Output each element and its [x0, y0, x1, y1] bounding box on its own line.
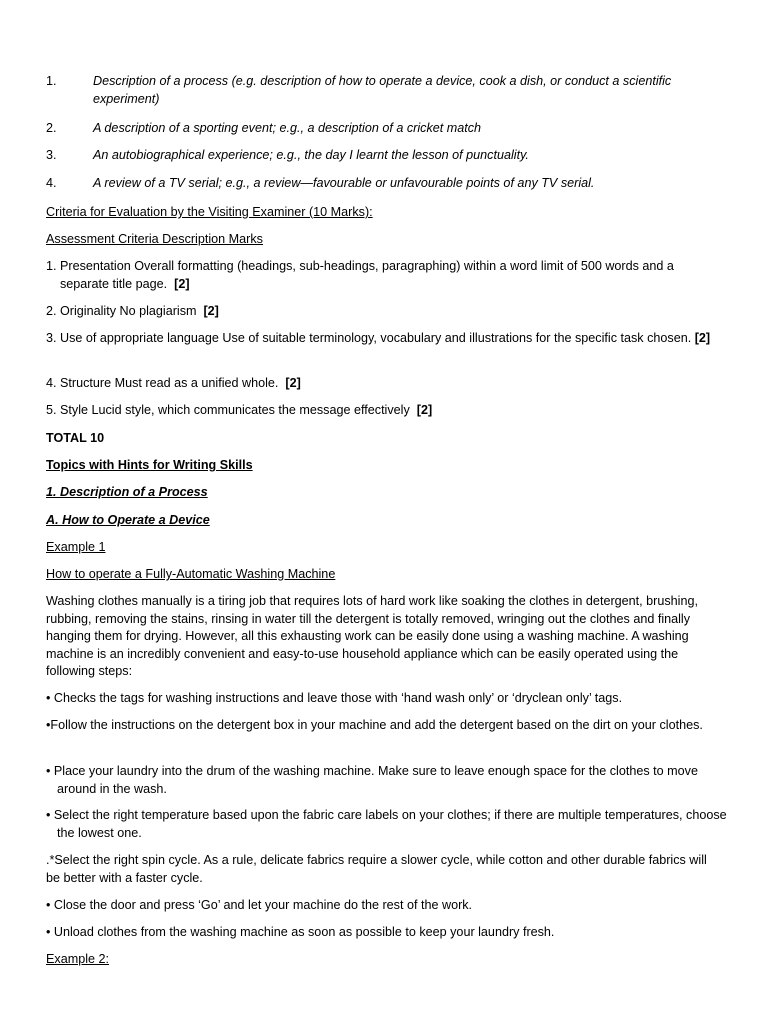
list-text: An autobiographical experience; e.g., the day I learnt the lesson of punctuality.	[93, 148, 529, 162]
step-item: • Close the door and press ‘Go’ and let your machine do the rest of the work.	[46, 898, 473, 912]
criteria-text: 3. Use of appropriate language Use of suitable terminology, vocabulary and illustrations for the specific task chosen.	[46, 331, 692, 345]
list-number: 2.	[46, 121, 57, 135]
criteria-item	[46, 258, 720, 293]
list-text: A description of a sporting event; e.g., a description of a cricket match	[93, 121, 482, 135]
criteria-item	[46, 303, 726, 321]
criteria-item	[46, 330, 722, 348]
list-item	[46, 120, 726, 138]
criteria-text: 4. Structure Must read as a unified whole.	[46, 376, 279, 390]
assessment-heading: Assessment Criteria Description Marks	[46, 232, 263, 246]
list-text: Description of a process (e.g. description of how to operate a device, cook a dish, or conduct a scientific experiment)	[93, 74, 672, 106]
criteria-mark: [2]	[203, 304, 219, 318]
example-heading: Example 1	[46, 540, 106, 554]
total-line: TOTAL 10	[46, 431, 105, 445]
example-heading: Example 2:	[46, 952, 109, 966]
criteria-text: 2. Originality No plagiarism	[46, 304, 197, 318]
subsection-heading: A. How to Operate a Device	[46, 513, 210, 527]
criteria-item	[46, 402, 726, 420]
criteria-mark: [2]	[694, 331, 711, 345]
list-number: 4.	[46, 176, 57, 190]
list-item	[46, 73, 726, 109]
intro-paragraph: Washing clothes manually is a tiring job that requires lots of hard work like soaking the clothes in detergent, brushing, rubbing, removing the stains, rinsing in water till the detergent is totally removed, wringing out the clothes and finally hanging them for drying. However, all this exhausting work can be easily done using a washing machine. A washing machine is an incredibly convenient and easy-to-use household appliance which can be easily operated using the following steps:	[46, 594, 698, 678]
criteria-heading: Criteria for Evaluation by the Visiting Examiner (10 Marks):	[46, 205, 373, 219]
criteria-item	[46, 375, 726, 393]
list-number: 3.	[46, 148, 57, 162]
example-title: How to operate a Fully-Automatic Washing Machine	[46, 567, 336, 581]
step-item: • Checks the tags for washing instructions and leave those with ‘hand wash only’ or ‘dryclean only’ tags.	[46, 691, 623, 705]
criteria-mark: [2]	[285, 376, 301, 390]
criteria-text: 1. Presentation Overall formatting (headings, sub-headings, paragraphing) within a word limit of 500 words and a separate title page.	[46, 259, 674, 291]
list-number: 1.	[46, 74, 57, 88]
step-item: • Select the right temperature based upon the fabric care labels on your clothes; if there are multiple temperatures, choose the lowest one.	[46, 808, 727, 840]
criteria-mark: [2]	[416, 403, 433, 417]
list-item	[46, 147, 726, 165]
section-heading: 1. Description of a Process	[46, 485, 208, 499]
criteria-text: 5. Style Lucid style, which communicates the message effectively	[46, 403, 410, 417]
step-item: • Unload clothes from the washing machine as soon as possible to keep your laundry fresh.	[46, 925, 555, 939]
step-item: •Follow the instructions on the detergent box in your machine and add the detergent based on the dirt on your clothes.	[46, 718, 703, 732]
criteria-mark: [2]	[174, 276, 190, 291]
list-text: A review of a TV serial; e.g., a review—favourable or unfavourable points of any TV serial.	[93, 176, 595, 190]
step-item: .*Select the right spin cycle. As a rule, delicate fabrics require a slower cycle, while cotton and other durable fabrics will be better with a faster cycle.	[46, 853, 707, 885]
list-item	[46, 175, 726, 193]
step-item: • Place your laundry into the drum of the washing machine. Make sure to leave enough space for the clothes to move around in the wash.	[46, 764, 698, 796]
topics-heading: Topics with Hints for Writing Skills	[46, 458, 253, 472]
